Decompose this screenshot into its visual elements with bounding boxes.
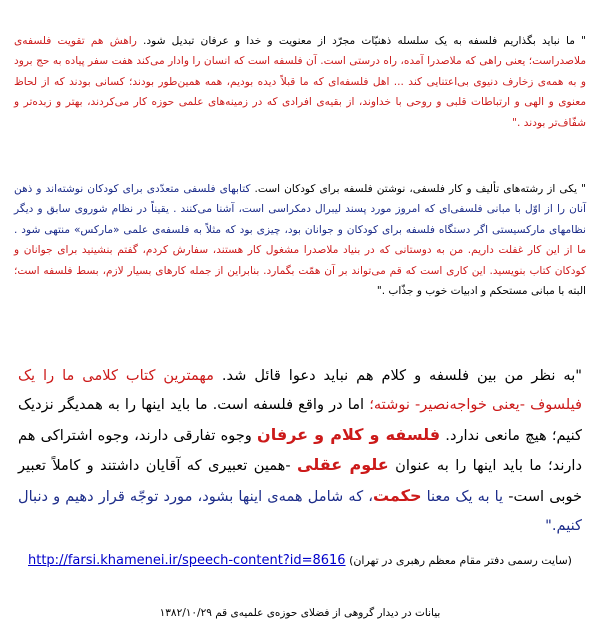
source-note: (سايت رسمی دفتر مقام معظم رهبری در تهران) — [349, 554, 572, 567]
quote-3-s2: مهمترين كتاب كلامی ما را يک فيلسوف -يعنی خواجه‌نصير- نوشته؛ — [18, 366, 582, 414]
quote-2 — [14, 179, 586, 302]
quote-3-s9: حكمت — [372, 485, 422, 505]
quote-3-s4: فلسفه و كلام و عرفان — [257, 424, 441, 444]
quote-3-s10: ، كه شامل همه‌ی اينها بشود، مورد توجّه قرار دهيم و دنبال كنيم." — [18, 487, 582, 535]
quote-2-part-a: " يكی از رشته‌های تأليف و كار فلسفی، نوشتن فلسفه برای كودكان است. — [250, 182, 586, 195]
quote-1 — [14, 31, 586, 134]
quote-2-part-d: البته با مبانی مستحكم و ادبيات خوب و جذّاب ." — [376, 285, 586, 298]
quote-3-s8: يا به يک معنا — [421, 487, 504, 505]
quote-2-part-b: كتابهای فلسفی متعدّدی برای كودكان نوشته‌اند و ذهن آنان را از اوّل با مبانی فلسفی‌ای كه امروز مورد پسند ليبرال دمكراسی است، آشنا می‌كنند . يقيناً در نظام شوروی سابق و ديگر نظامهای ماركسيستی اگر دستگاه فلسفه برای كودكان و جوانان بود، چيزی بود كه مثلاً به فلسفه‌ی علمی «ماركس» منتهی شود . — [14, 182, 586, 236]
quote-2-part-c: ما از اين كار غفلت داريم. من به دوستانی كه در بنياد ملاصدرا مشغول كار هستند، سفارش كردم، گفتم بنشينيد برای جوانان و كودكان كتاب بنويسيد. اين كاری است كه قم می‌تواند بر آن همّت بگمارد. بنابراين از جمله كارهای بسيار لازم، بسط فلسفه است؛ — [14, 244, 586, 277]
quote-1-part-b: راهش هم تقويت فلسفه‌ی ملاصدراست؛ يعنی راهی كه ملاصدرا آمده، راه درستی است. آن فلسفه است كه انسان را وادار می‌كند هفت سفر پياده به حج برود و به همه‌ی زخارف دنيوی بی‌اعتنايی كند ... اهل فلسفه‌ای كه ما قبلاً ديده بوديم، همه همين‌طور بودند؛ كسانی بودند كه از لحاظ معنوی و الهی و ارتباطات قلبی و روحی با خداوند، از بقيه‌ی افرادی كه در زمينه‌های علمی حوزه كار می‌كردند، بهتر و زبده‌تر و شفّاف‌تر بودند ." — [14, 34, 586, 129]
footer-caption: بيانات در ديدار گروهی از فضلای حوزه‌ی علميه‌ی قم ۱۳۸۲/۱۰/۲۹ — [159, 607, 441, 619]
source-line — [0, 553, 600, 568]
quote-1-part-a: " ما نبايد بگذاريم فلسفه به يک سلسله ذهنيّات مجرّد از معنويت و خدا و عرفان تبديل شود. — [136, 34, 586, 47]
quote-3-s5: وجوه تفارقی دارند، وجوه اشتراكی هم دارند؛ ما بايد اينها را به عنوان — [18, 426, 582, 475]
quote-3 — [18, 361, 582, 541]
quote-3-s1: "به نظر من بين فلسفه و كلام هم نبايد دعوا قائل شد. — [213, 366, 582, 384]
quote-3-s7: -همين تعبيری كه آقايان داشتند و كاملاً تعبير خوبی است- — [18, 457, 583, 505]
quote-3-s3: اما در واقع فلسفه است. ما بايد اينها را به همديگر نزديک كنيم؛ هيچ مانعی ندارد. — [18, 396, 582, 444]
source-link[interactable]: http://farsi.khamenei.ir/speech-content?id=8616 — [28, 553, 346, 568]
quote-3-s6: علوم عقلی — [297, 455, 389, 475]
